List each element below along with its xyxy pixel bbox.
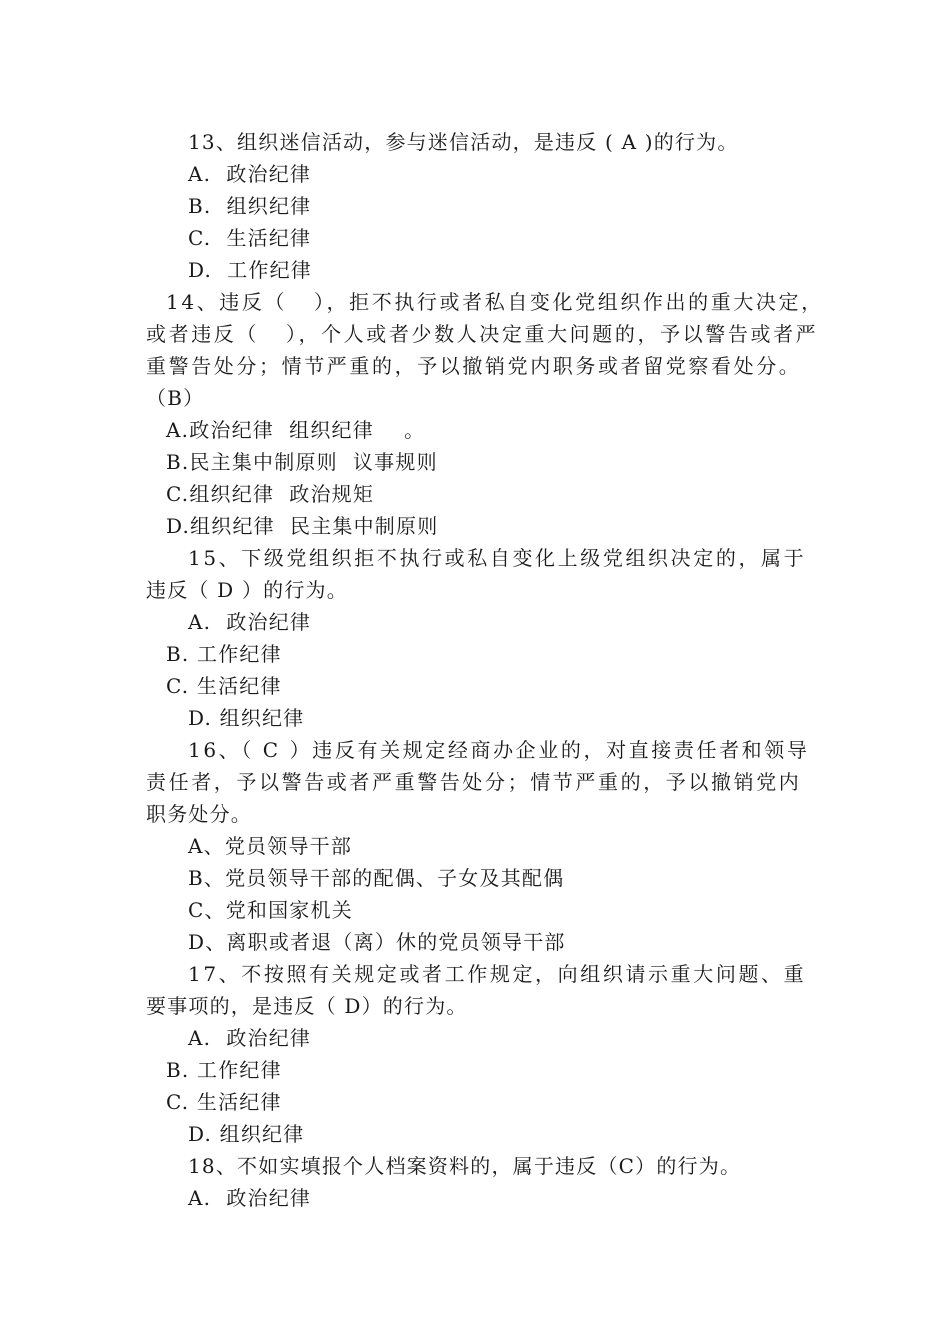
question-15-text-line-2: 违反（ D ）的行为。 — [146, 578, 348, 602]
question-14-option-d: D.组织纪律 民主集中制原则 — [166, 514, 439, 538]
question-17-option-d: D. 组织纪律 — [188, 1122, 305, 1146]
question-15-text-line-1: 15、下级党组织拒不执行或私自变化上级党组织决定的，属于 — [188, 546, 807, 570]
question-17-option-a: A. 政治纪律 — [188, 1026, 312, 1050]
question-14-text-line-3: 重警告处分；情节严重的，予以撤销党内职务或者留党察看处分。 — [146, 354, 802, 378]
question-16-option-b: B、党员领导干部的配偶、子女及其配偶 — [188, 866, 565, 890]
question-15-option-a: A. 政治纪律 — [188, 610, 312, 634]
question-13-text: 13、组织迷信活动，参与迷信活动，是违反 ( A )的行为。 — [188, 130, 739, 154]
question-16-text-line-1: 16、（ C ）违反有关规定经商办企业的，对直接责任者和领导 — [188, 738, 810, 762]
question-14-option-a: A.政治纪律 组织纪律 。 — [166, 418, 426, 442]
question-18-text: 18、不如实填报个人档案资料的，属于违反（C）的行为。 — [188, 1154, 742, 1178]
question-17-option-c: C. 生活纪律 — [166, 1090, 282, 1114]
question-14-text-line-2: 或者违反（ ），个人或者少数人决定重大问题的，予以警告或者严 — [146, 322, 819, 346]
question-13-option-c: C. 生活纪律 — [188, 226, 312, 250]
question-16-option-a: A、党员领导干部 — [188, 834, 353, 858]
question-16-text-line-2: 责任者，予以警告或者严重警告处分；情节严重的，予以撤销党内 — [146, 770, 802, 794]
question-16-option-d: D、离职或者退（离）休的党员领导干部 — [188, 930, 566, 954]
question-14-option-b: B.民主集中制原则 议事规则 — [166, 450, 438, 474]
question-14-option-c: C.组织纪律 政治规矩 — [166, 482, 375, 506]
question-17-option-b: B. 工作纪律 — [166, 1058, 282, 1082]
question-15-option-c: C. 生活纪律 — [166, 674, 282, 698]
question-16-text-line-3: 职务处分。 — [146, 802, 252, 826]
question-16-option-c: C、党和国家机关 — [188, 898, 353, 922]
question-17-text-line-1: 17、不按照有关规定或者工作规定，向组织请示重大问题、重 — [188, 962, 807, 986]
question-13-option-d: D. 工作纪律 — [188, 258, 312, 282]
question-14-text-line-1: 14、违反（ ），拒不执行或者私自变化党组织作出的重大决定， — [166, 290, 824, 314]
question-15-option-b: B. 工作纪律 — [166, 642, 282, 666]
question-13-option-a: A. 政治纪律 — [188, 162, 312, 186]
question-14-answer: （B） — [146, 386, 205, 410]
question-15-option-d: D. 组织纪律 — [188, 706, 305, 730]
question-18-option-a: A. 政治纪律 — [188, 1186, 312, 1210]
question-13-option-b: B. 组织纪律 — [188, 194, 312, 218]
question-17-text-line-2: 要事项的，是违反（ D）的行为。 — [146, 994, 468, 1018]
